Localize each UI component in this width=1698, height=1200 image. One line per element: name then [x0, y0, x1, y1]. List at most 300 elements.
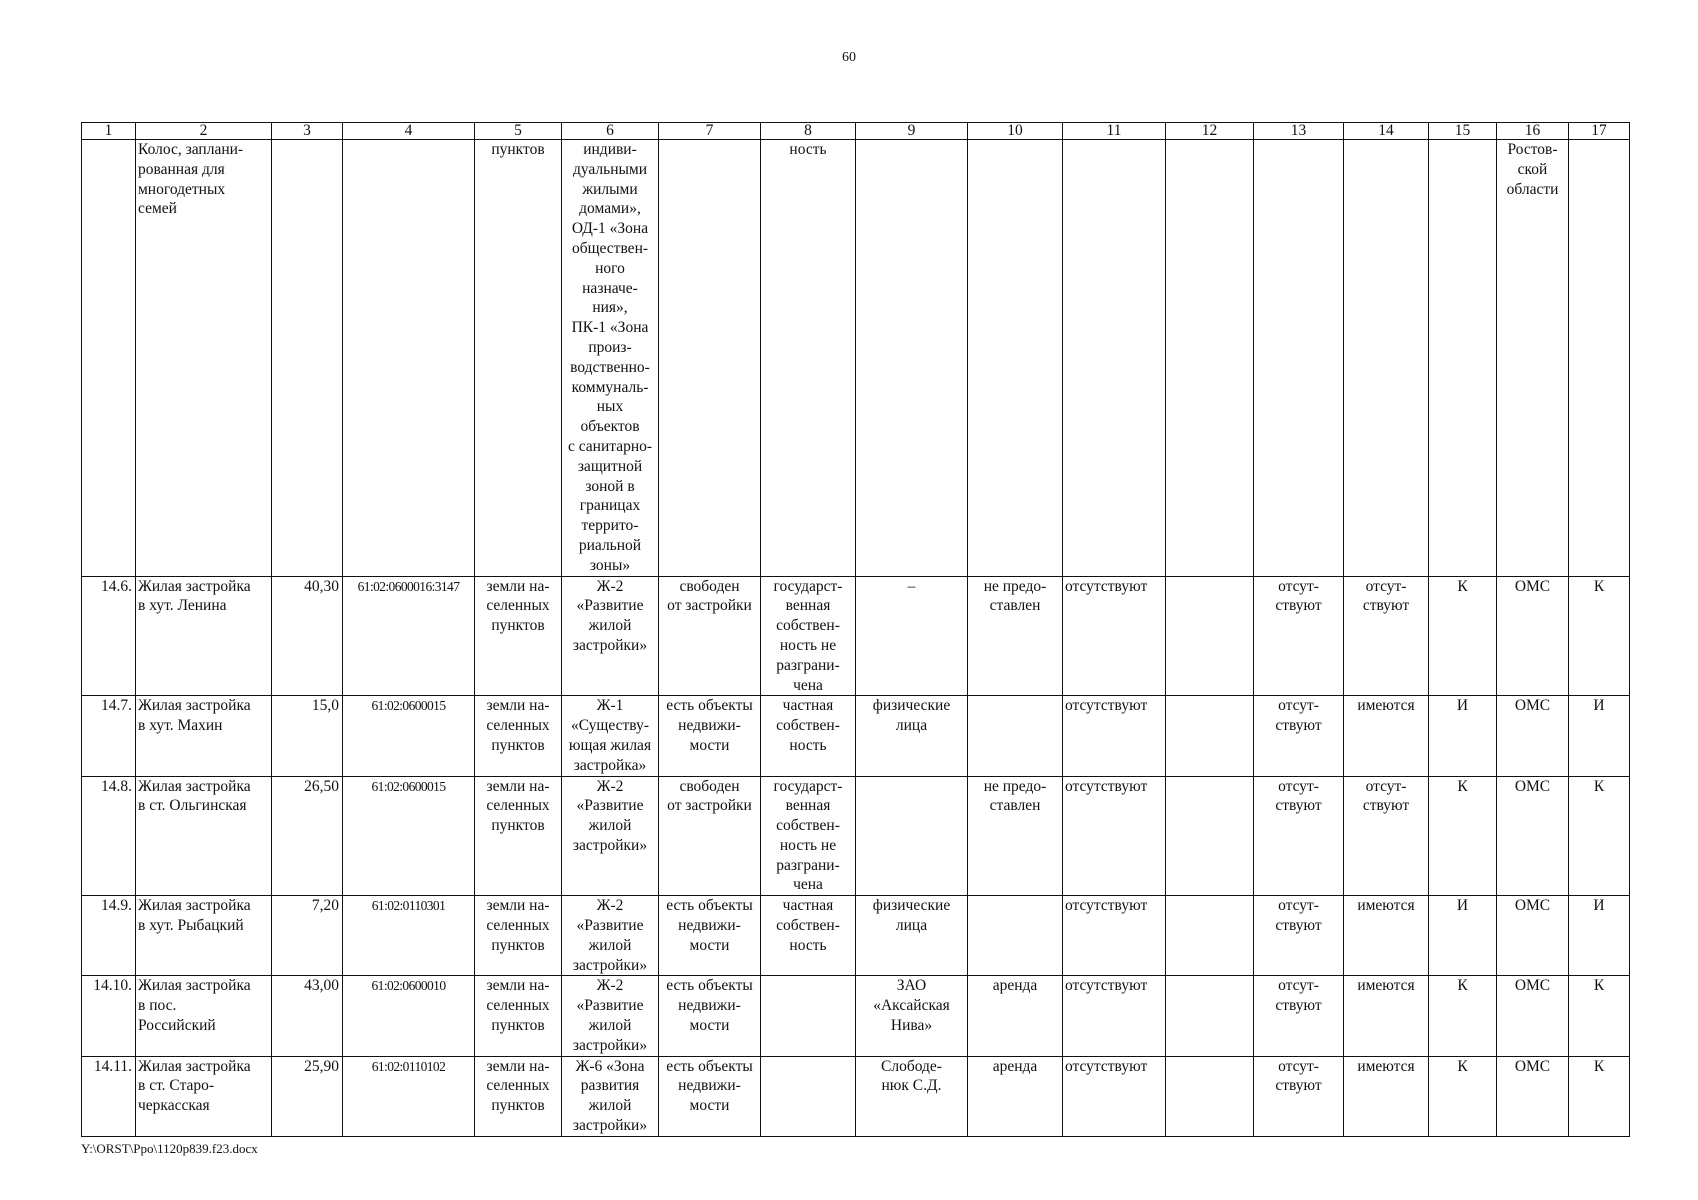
cell-text-line: ОМС	[1514, 577, 1551, 595]
cell-text-line: Ж-6 «Зона	[575, 1057, 645, 1075]
table-cell-col-3	[272, 976, 343, 1056]
cell-text-line: обществен-	[571, 239, 649, 257]
cell-text-line: собствен-	[776, 917, 840, 935]
cell-text-line: селенных	[486, 917, 550, 935]
table-cell-col-9	[856, 1056, 968, 1136]
cell-text-line: ность не	[779, 836, 837, 854]
table-cell-col-11	[1063, 140, 1166, 577]
table-cell-col-11	[1063, 1056, 1166, 1136]
cell-text-line: жилой	[588, 1017, 632, 1035]
table-cell-col-15	[1429, 696, 1497, 776]
cell-text-line: застройки»	[572, 836, 648, 854]
table-cell-col-14	[1344, 976, 1429, 1056]
table-cell-col-14	[1344, 696, 1429, 776]
cell-text-line: 61:02:0600015	[371, 778, 446, 794]
column-number-14: 14	[1344, 123, 1429, 140]
cell-text-line: И	[1456, 897, 1469, 915]
table-cell-col-11	[1063, 696, 1166, 776]
cell-text-line: отсутствуют	[1065, 697, 1148, 715]
cell-text-line: 61:02:0110102	[371, 1058, 446, 1074]
table-cell-col-4	[343, 1056, 475, 1136]
cell-text-line: объектов	[580, 418, 640, 436]
table-cell-col-7	[659, 896, 761, 976]
table-cell-col-13	[1254, 976, 1344, 1056]
cell-text-line: назначе-	[582, 279, 638, 297]
cell-text-line: К	[1593, 977, 1605, 995]
table-cell-col-5	[475, 576, 562, 696]
table-cell-col-12	[1166, 140, 1254, 577]
cell-text-line: ОМС	[1514, 977, 1551, 995]
cell-text-line: от застройки	[667, 797, 752, 815]
table-cell-col-9	[856, 896, 968, 976]
table-cell-col-17	[1569, 576, 1630, 696]
cell-text-line: «Существу-	[570, 717, 649, 735]
table-cell-col-3	[272, 696, 343, 776]
cell-text-line: 7,20	[311, 897, 339, 915]
table-cell-col-5	[475, 776, 562, 896]
cell-text-line: селенных	[486, 1077, 550, 1095]
table-cell-col-6	[562, 1056, 659, 1136]
column-number-4: 4	[343, 123, 475, 140]
table-cell-col-6	[562, 140, 659, 577]
cell-text-line: застройки»	[572, 1036, 648, 1054]
cell-text-line: ющая жилая	[568, 736, 652, 754]
table-row	[82, 776, 1630, 896]
cell-text-line: Ж-2	[596, 777, 624, 795]
table-cell-col-16	[1497, 696, 1569, 776]
cell-text-line: селенных	[486, 597, 550, 615]
cell-text-line: ЗАО	[896, 977, 927, 995]
cell-text-line: Нива»	[890, 1017, 933, 1035]
cell-text-line: земли на-	[486, 977, 550, 995]
cell-text-line: Ж-2	[596, 977, 624, 995]
cell-text-line: свободен	[679, 577, 740, 595]
cell-text-line: семей	[138, 200, 177, 218]
cell-text-line: есть объекты	[666, 1057, 753, 1075]
cell-text-line: ность	[789, 936, 827, 954]
cell-text-line: есть объекты	[666, 977, 753, 995]
cell-text-line: И	[1593, 697, 1605, 715]
cell-text-line: К	[1457, 977, 1468, 995]
table-cell-col-13	[1254, 776, 1344, 896]
cell-text-line: ОД-1 «Зона	[571, 220, 649, 238]
table-cell-col-4	[343, 776, 475, 896]
table-cell-col-15	[1429, 976, 1497, 1056]
table-cell-col-8	[761, 576, 856, 696]
cell-text-line: ставлен	[989, 797, 1041, 815]
cell-text-line: защитной	[577, 457, 643, 475]
cell-text-line: земли на-	[486, 1057, 550, 1075]
table-cell-col-9	[856, 140, 968, 577]
cell-text-line: ствуют	[1275, 597, 1322, 615]
cell-text-line: Жилая застройка	[138, 777, 251, 795]
cell-text-line: 43,00	[304, 977, 339, 995]
cell-text-line: Жилая застройка	[138, 977, 251, 995]
cell-text-line: жилыми	[582, 180, 638, 198]
cell-text-line: И	[1456, 697, 1469, 715]
cell-text-line: К	[1593, 777, 1605, 795]
cell-text-line: «Аксайская	[873, 997, 950, 1015]
cell-text-line: земли на-	[486, 777, 550, 795]
column-number-17: 17	[1569, 123, 1630, 140]
table-cell-col-14	[1344, 1056, 1429, 1136]
table-cell-col-6	[562, 896, 659, 976]
table-cell-col-14	[1344, 140, 1429, 577]
table-cell-col-16	[1497, 1056, 1569, 1136]
cell-text-line: К	[1457, 1057, 1468, 1075]
table-cell-col-15	[1429, 776, 1497, 896]
cell-text-line: ОМС	[1514, 697, 1551, 715]
column-number-8: 8	[761, 123, 856, 140]
table-cell-col-10	[968, 696, 1063, 776]
cell-text-line: Жилая застройка	[138, 897, 251, 915]
column-number-15: 15	[1429, 123, 1497, 140]
cell-text-line: 61:02:0600010	[371, 978, 446, 994]
cell-text-line: отсут-	[1278, 777, 1319, 795]
table-body	[82, 123, 1630, 1137]
table-cell-col-4	[343, 896, 475, 976]
cell-text-line: в ст. Старо-	[138, 1077, 215, 1095]
table-cell-col-11	[1063, 576, 1166, 696]
cell-text-line: ствуют	[1362, 797, 1410, 815]
table-cell-col-16	[1497, 776, 1569, 896]
cell-text-line: ных	[596, 398, 624, 416]
table-cell-col-12	[1166, 576, 1254, 696]
cell-text-line: ствуют	[1275, 1077, 1322, 1095]
table-row	[82, 976, 1630, 1056]
cell-text-line: 26,50	[304, 777, 339, 795]
table-cell-col-3	[272, 776, 343, 896]
table-cell-col-5	[475, 896, 562, 976]
table-cell-col-6	[562, 696, 659, 776]
cell-text-line: отсут-	[1278, 697, 1319, 715]
cell-text-line: мости	[689, 936, 730, 954]
cell-text-line: Ж-2	[596, 577, 624, 595]
table-cell-col-16	[1497, 140, 1569, 577]
cell-text-line: в хут. Ленина	[138, 597, 227, 615]
cell-text-line: отсут-	[1365, 577, 1407, 595]
cell-text-line: риальной	[578, 536, 642, 554]
data-table	[81, 122, 1630, 1137]
table-cell-col-6	[562, 976, 659, 1056]
table-cell-col-4	[343, 576, 475, 696]
table-cell-col-17	[1569, 776, 1630, 896]
cell-text-line: 61:02:0110301	[371, 898, 446, 914]
cell-text-line: домами»,	[579, 200, 641, 218]
cell-text-line: 61:02:0600016:3147	[357, 578, 460, 594]
cell-text-line: отсутствуют	[1065, 577, 1148, 595]
table-cell-col-17	[1569, 896, 1630, 976]
table-cell-col-1	[82, 576, 136, 696]
column-number-5: 5	[475, 123, 562, 140]
table-cell-col-11	[1063, 776, 1166, 896]
cell-text-line: в хут. Махин	[138, 717, 223, 735]
table-cell-col-10	[968, 896, 1063, 976]
column-number-3: 3	[272, 123, 343, 140]
table-cell-col-4	[343, 140, 475, 577]
table-cell-col-1	[82, 140, 136, 577]
cell-text-line: физические	[872, 897, 951, 915]
table-cell-col-13	[1254, 1056, 1344, 1136]
cell-text-line: ствуют	[1275, 797, 1322, 815]
cell-text-line: водственно-	[570, 358, 650, 376]
cell-text-line: Жилая застройка	[138, 577, 251, 595]
table-cell-col-3	[272, 896, 343, 976]
cell-text-line: –	[907, 577, 916, 595]
cell-text-line: зоной в	[585, 477, 635, 495]
cell-text-line: коммуналь-	[571, 378, 649, 396]
cell-text-line: К	[1593, 1057, 1605, 1075]
cell-text-line: государст-	[773, 777, 843, 795]
cell-text-line: отсут-	[1278, 1057, 1319, 1075]
cell-text-line: границах	[579, 497, 641, 515]
cell-text-line: физические	[872, 697, 951, 715]
table-cell-col-16	[1497, 896, 1569, 976]
cell-text-line: ПК-1 «Зона	[571, 319, 649, 337]
table-cell-col-8	[761, 896, 856, 976]
table-cell-col-10	[968, 1056, 1063, 1136]
table-cell-col-8	[761, 1056, 856, 1136]
cell-text-line: недвижи-	[678, 717, 741, 735]
cell-text-line: 14.8.	[101, 777, 132, 795]
table-cell-col-10	[968, 976, 1063, 1056]
cell-text-line: И	[1593, 897, 1605, 915]
table-cell-col-7	[659, 976, 761, 1056]
table-cell-col-9	[856, 576, 968, 696]
cell-text-line: ность	[789, 141, 827, 158]
cell-text-line: недвижи-	[678, 1077, 741, 1095]
table-cell-col-4	[343, 696, 475, 776]
column-number-1: 1	[82, 123, 136, 140]
column-number-16: 16	[1497, 123, 1569, 140]
cell-text-line: в хут. Рыбацкий	[138, 917, 244, 935]
table-cell-col-4	[343, 976, 475, 1056]
table-cell-col-11	[1063, 976, 1166, 1056]
cell-text-line: ставлен	[989, 597, 1041, 615]
table-cell-col-10	[968, 140, 1063, 577]
table-cell-col-15	[1429, 896, 1497, 976]
table-cell-col-15	[1429, 140, 1497, 577]
table-row	[82, 140, 1630, 577]
cell-text-line: пунктов	[491, 617, 545, 635]
table-cell-col-7	[659, 776, 761, 896]
cell-text-line: селенных	[486, 797, 550, 815]
cell-text-line: частная	[782, 897, 834, 915]
table-cell-col-9	[856, 976, 968, 1056]
column-number-13: 13	[1254, 123, 1344, 140]
cell-text-line: венная	[785, 597, 831, 615]
cell-text-line: ствуют	[1275, 917, 1322, 935]
cell-text-line: венная	[785, 797, 831, 815]
table-cell-col-14	[1344, 576, 1429, 696]
cell-text-line: жилой	[588, 617, 632, 635]
cell-text-line: ность не	[779, 636, 837, 654]
table-cell-col-17	[1569, 696, 1630, 776]
table-cell-col-10	[968, 576, 1063, 696]
cell-text-line: ствуют	[1275, 717, 1322, 735]
table-cell-col-11	[1063, 896, 1166, 976]
cell-text-line: земли на-	[486, 897, 550, 915]
table-cell-col-15	[1429, 576, 1497, 696]
cell-text-line: развития	[580, 1077, 640, 1095]
cell-text-line: частная	[782, 697, 834, 715]
table-cell-col-8	[761, 976, 856, 1056]
cell-text-line: отсут-	[1278, 897, 1319, 915]
table-cell-col-2	[136, 140, 272, 577]
cell-text-line: селенных	[486, 997, 550, 1015]
cell-text-line: имеются	[1357, 1057, 1415, 1075]
table-cell-col-7	[659, 576, 761, 696]
cell-text-line: 14.7.	[101, 697, 132, 715]
cell-text-line: собствен-	[776, 817, 840, 835]
table-cell-col-2	[136, 576, 272, 696]
cell-text-line: в пос.	[138, 997, 177, 1015]
table-cell-col-5	[475, 976, 562, 1056]
cell-text-line: в ст. Ольгинская	[138, 797, 247, 815]
column-number-header-row	[82, 123, 1630, 140]
table-cell-col-1	[82, 1056, 136, 1136]
cell-text-line: застройки»	[572, 956, 648, 974]
cell-text-line: индиви-	[583, 141, 637, 158]
file-path-footer: Y:\ORST\Ppo\1120p839.f23.docx	[81, 1141, 258, 1156]
cell-text-line: 61:02:0600015	[371, 698, 446, 714]
table-cell-col-1	[82, 896, 136, 976]
cell-text-line: разграни-	[776, 656, 840, 674]
table-cell-col-14	[1344, 776, 1429, 896]
cell-text-line: К	[1457, 577, 1468, 595]
cell-text-line: отсут-	[1278, 977, 1319, 995]
table-row	[82, 576, 1630, 696]
cell-text-line: многодетных	[138, 180, 226, 198]
table-cell-col-9	[856, 696, 968, 776]
cell-text-line: пунктов	[491, 936, 545, 954]
cell-text-line: селенных	[486, 717, 550, 735]
cell-text-line: не предо-	[983, 777, 1047, 795]
column-number-2: 2	[136, 123, 272, 140]
cell-text-line: пунктов	[491, 817, 545, 835]
cell-text-line: пунктов	[491, 736, 545, 754]
cell-text-line: отсут-	[1278, 577, 1319, 595]
cell-text-line: мости	[689, 1097, 730, 1115]
cell-text-line: 14.6.	[101, 577, 132, 595]
cell-text-line: есть объекты	[666, 697, 753, 715]
table-cell-col-3	[272, 576, 343, 696]
table-cell-col-16	[1497, 576, 1569, 696]
cell-text-line: ного	[595, 259, 625, 277]
cell-text-line: 14.9.	[101, 897, 132, 915]
cell-text-line: 14.10.	[93, 977, 132, 995]
cell-text-line: рованная для	[138, 160, 225, 178]
cell-text-line: государст-	[773, 577, 843, 595]
cell-text-line: жилой	[588, 817, 632, 835]
cell-text-line: отсутствуют	[1065, 977, 1148, 995]
table-cell-col-1	[82, 696, 136, 776]
cell-text-line: черкасская	[138, 1097, 210, 1115]
table-cell-col-6	[562, 576, 659, 696]
table-cell-col-12	[1166, 776, 1254, 896]
cell-text-line: с санитарно-	[567, 437, 653, 455]
cell-text-line: ствуют	[1362, 597, 1410, 615]
table-cell-col-3	[272, 1056, 343, 1136]
cell-text-line: земли на-	[486, 577, 550, 595]
table-cell-col-7	[659, 1056, 761, 1136]
cell-text-line: лица	[895, 917, 928, 935]
cell-text-line: «Развитие	[576, 997, 644, 1015]
cell-text-line: пунктов	[491, 141, 545, 158]
column-number-12: 12	[1166, 123, 1254, 140]
cell-text-line: «Развитие	[576, 797, 644, 815]
table-cell-col-17	[1569, 140, 1630, 577]
cell-text-line: Российский	[138, 1017, 216, 1035]
table-cell-col-12	[1166, 1056, 1254, 1136]
table-cell-col-13	[1254, 896, 1344, 976]
table-cell-col-13	[1254, 140, 1344, 577]
table-cell-col-12	[1166, 896, 1254, 976]
cell-text-line: жилой	[588, 1097, 632, 1115]
table-row	[82, 1056, 1630, 1136]
table-cell-col-1	[82, 976, 136, 1056]
cell-text-line: недвижи-	[678, 997, 741, 1015]
table-cell-col-3	[272, 140, 343, 577]
table-row	[82, 896, 1630, 976]
table-cell-col-12	[1166, 696, 1254, 776]
column-number-10: 10	[968, 123, 1063, 140]
table-cell-col-16	[1497, 976, 1569, 1056]
table-cell-col-2	[136, 776, 272, 896]
table-cell-col-7	[659, 140, 761, 577]
table-cell-col-9	[856, 776, 968, 896]
cell-text-line: разграни-	[776, 856, 840, 874]
table-cell-col-17	[1569, 1056, 1630, 1136]
cell-text-line: жилой	[588, 936, 632, 954]
cell-text-line: застройки»	[572, 636, 648, 654]
cell-text-line: «Развитие	[576, 917, 644, 935]
table-cell-col-12	[1166, 976, 1254, 1056]
cell-text-line: ской	[1517, 160, 1548, 178]
cell-text-line: Слободе-	[881, 1057, 942, 1075]
cell-text-line: мости	[689, 1017, 730, 1035]
cell-text-line: нюк С.Д.	[881, 1077, 942, 1095]
cell-text-line: Ростов-	[1507, 141, 1558, 158]
table-cell-col-2	[136, 1056, 272, 1136]
table-cell-col-10	[968, 776, 1063, 896]
cell-text-line: области	[1506, 180, 1559, 198]
table-cell-col-5	[475, 696, 562, 776]
cell-text-line: отсутствуют	[1065, 897, 1148, 915]
cell-text-line: Ж-1	[596, 697, 624, 715]
cell-text-line: ствуют	[1275, 997, 1322, 1015]
cell-text-line: свободен	[679, 777, 740, 795]
cell-text-line: аренда	[992, 1057, 1038, 1075]
cell-text-line: от застройки	[667, 597, 752, 615]
column-number-9: 9	[856, 123, 968, 140]
cell-text-line: Ж-2	[596, 897, 624, 915]
cell-text-line: имеются	[1357, 697, 1415, 715]
cell-text-line: ность	[789, 736, 827, 754]
cell-text-line: отсут-	[1365, 777, 1407, 795]
table-cell-col-5	[475, 1056, 562, 1136]
table-cell-col-5	[475, 140, 562, 577]
cell-text-line: имеются	[1357, 977, 1415, 995]
cell-text-line: ОМС	[1514, 1057, 1551, 1075]
cell-text-line: аренда	[992, 977, 1038, 995]
cell-text-line: зоны»	[589, 556, 631, 574]
table-cell-col-7	[659, 696, 761, 776]
column-number-11: 11	[1063, 123, 1166, 140]
table-cell-col-14	[1344, 896, 1429, 976]
table-cell-col-2	[136, 696, 272, 776]
cell-text-line: ОМС	[1514, 897, 1551, 915]
